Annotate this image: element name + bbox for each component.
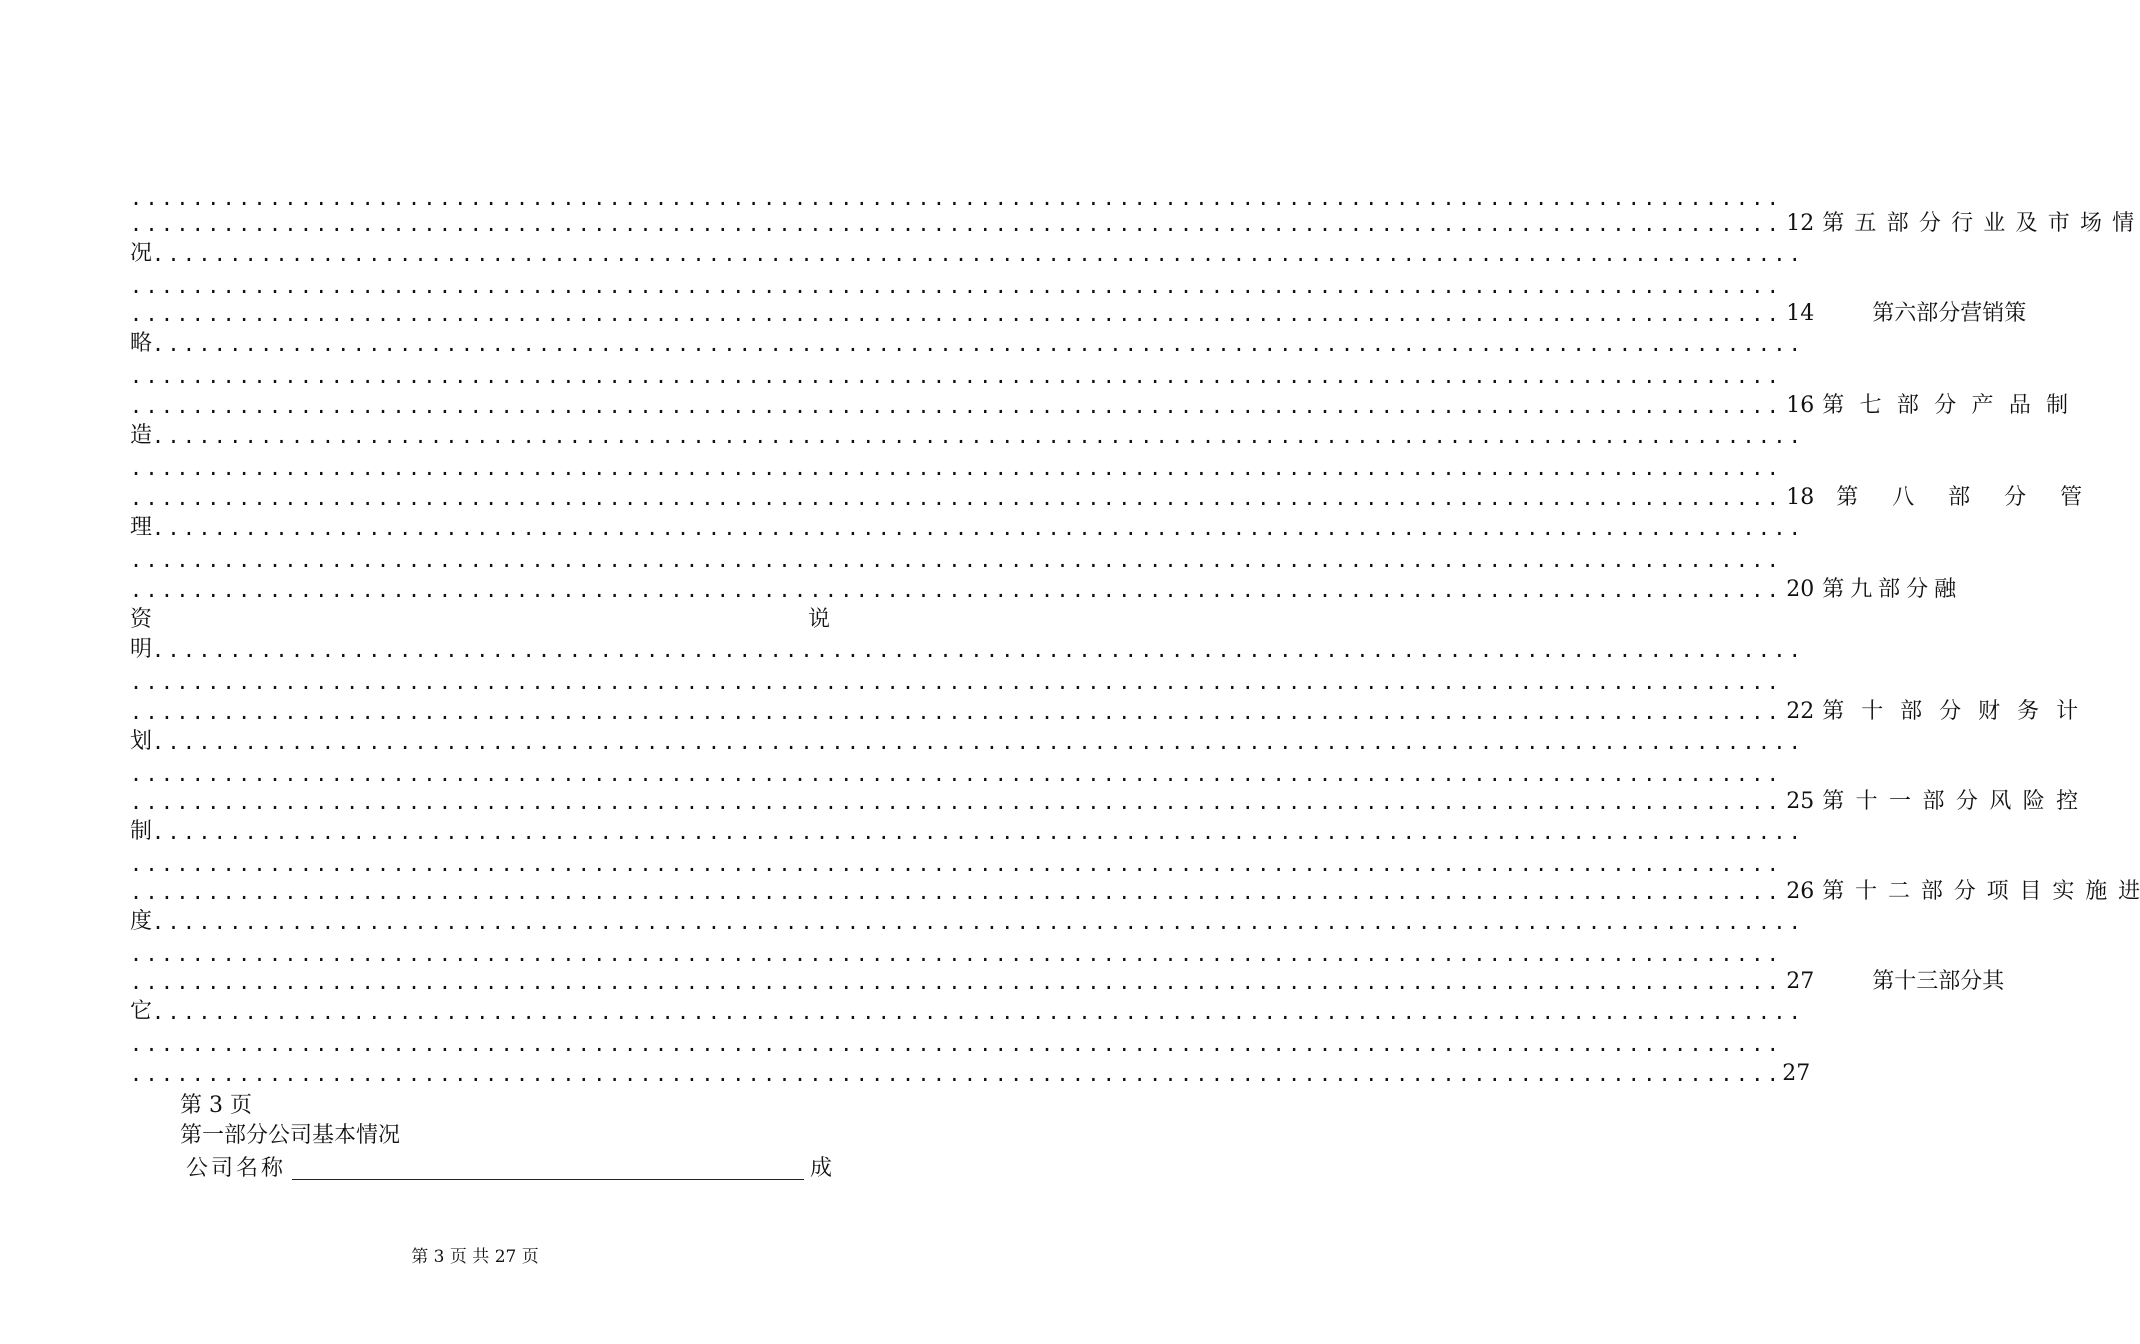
toc-final-entry[interactable]	[130, 1060, 1811, 1088]
toc-dot-row: ...........................................................................................................	[130, 942, 1783, 966]
toc-title: 第 六 部 分 营 销 策	[1872, 301, 2027, 326]
toc-leader: ...........................................................................................................	[130, 302, 1783, 326]
toc-title: 第 九 部 分 融	[1822, 577, 1957, 602]
toc-leader: ...........................................................................................................	[130, 394, 1783, 418]
toc-dot-row: ...........................................................................................................	[130, 762, 1783, 786]
toc-dot-row: ...........................................................................................................	[130, 186, 1783, 210]
toc-title: 第 十 一 部 分 风 险 控	[1822, 789, 2079, 814]
toc-entry-27[interactable]	[130, 968, 2005, 996]
toc-page-number: 22	[1786, 699, 1815, 724]
toc-title: 第 八 部 分 管	[1836, 485, 2083, 510]
toc-leader: ...........................................................................................................	[130, 1062, 1783, 1086]
toc-page-number: 27	[1782, 1061, 1811, 1086]
page-footer: 第 3 页 共 27 页	[411, 1247, 539, 1267]
toc-entry-16[interactable]	[130, 392, 2069, 420]
toc-page-number: 25	[1786, 789, 1815, 814]
page-marker: 第 3 页	[180, 1093, 252, 1118]
toc-entry-25[interactable]	[130, 788, 2079, 816]
toc-page-number: 20	[1786, 577, 1815, 602]
field-label: 公司名称	[186, 1156, 287, 1181]
toc-entry-22[interactable]	[130, 698, 2079, 726]
toc-title: 第 十 二 部 分 项 目 实 施 进	[1822, 879, 2140, 904]
toc-dot-row: ...........................................................................................................	[130, 456, 1783, 480]
toc-leader: ...........................................................................................................	[130, 486, 1783, 510]
toc-dot-row: ...........................................................................................................	[130, 548, 1783, 572]
toc-entry-12-cont: 况 ...........................................................................................................	[130, 241, 1805, 266]
toc-page-number: 18	[1786, 485, 1815, 510]
toc-dot-row: ...........................................................................................................	[130, 274, 1783, 298]
toc-entry-20-mid: 资 说	[130, 607, 830, 632]
toc-entry-25-cont: 制 ...........................................................................................................	[130, 819, 1805, 844]
toc-leader: ...........................................................................................................	[130, 212, 1783, 236]
toc-page-number: 27	[1786, 969, 1815, 994]
toc-entry-22-cont: 划 ...........................................................................................................	[130, 729, 1805, 754]
toc-entry-27-cont: 它 ...........................................................................................................	[130, 999, 1805, 1024]
toc-leader: ...........................................................................................................	[130, 970, 1783, 994]
toc-leader: ...........................................................................................................	[130, 880, 1783, 904]
toc-entry-18-cont: 理 ...........................................................................................................	[130, 515, 1805, 540]
toc-entry-18[interactable]	[130, 484, 2083, 512]
toc-entry-26[interactable]	[130, 878, 2140, 906]
toc-title: 第 五 部 分 行 业 及 市 场 情	[1822, 211, 2135, 236]
toc-dot-row: ...........................................................................................................	[130, 1032, 1783, 1056]
toc-entry-26-cont: 度 ...........................................................................................................	[130, 909, 1805, 934]
toc-title: 第 十 三 部 分 其	[1872, 969, 2005, 994]
toc-entry-14-cont: 略 ...........................................................................................................	[130, 331, 1805, 356]
field-underline	[292, 1157, 804, 1180]
toc-dot-row: ...........................................................................................................	[130, 852, 1783, 876]
company-name-field	[186, 1154, 832, 1184]
toc-title: 第 七 部 分 产 品 制	[1822, 393, 2069, 418]
section-title: 第一部分公司基本情况	[180, 1123, 401, 1148]
toc-entry-12[interactable]	[130, 210, 2135, 238]
toc-page-number: 16	[1786, 393, 1815, 418]
toc-dot-row: ...........................................................................................................	[130, 670, 1783, 694]
toc-leader: ...........................................................................................................	[130, 790, 1783, 814]
toc-page-number: 26	[1786, 879, 1815, 904]
toc-dot-row: ...........................................................................................................	[130, 364, 1783, 388]
field-trailing-text: 成	[809, 1156, 832, 1181]
toc-leader: ...........................................................................................................	[130, 700, 1783, 724]
toc-entry-20-cont: 明 ...........................................................................................................	[130, 637, 1805, 662]
toc-entry-20[interactable]	[130, 576, 1957, 604]
toc-title: 第 十 部 分 财 务 计	[1822, 699, 2079, 724]
toc-entry-14[interactable]	[130, 300, 2027, 328]
toc-leader: ...........................................................................................................	[130, 578, 1783, 602]
toc-page-number: 12	[1786, 211, 1815, 236]
toc-entry-16-cont: 造 ...........................................................................................................	[130, 423, 1805, 448]
toc-page-number: 14	[1786, 301, 1815, 326]
